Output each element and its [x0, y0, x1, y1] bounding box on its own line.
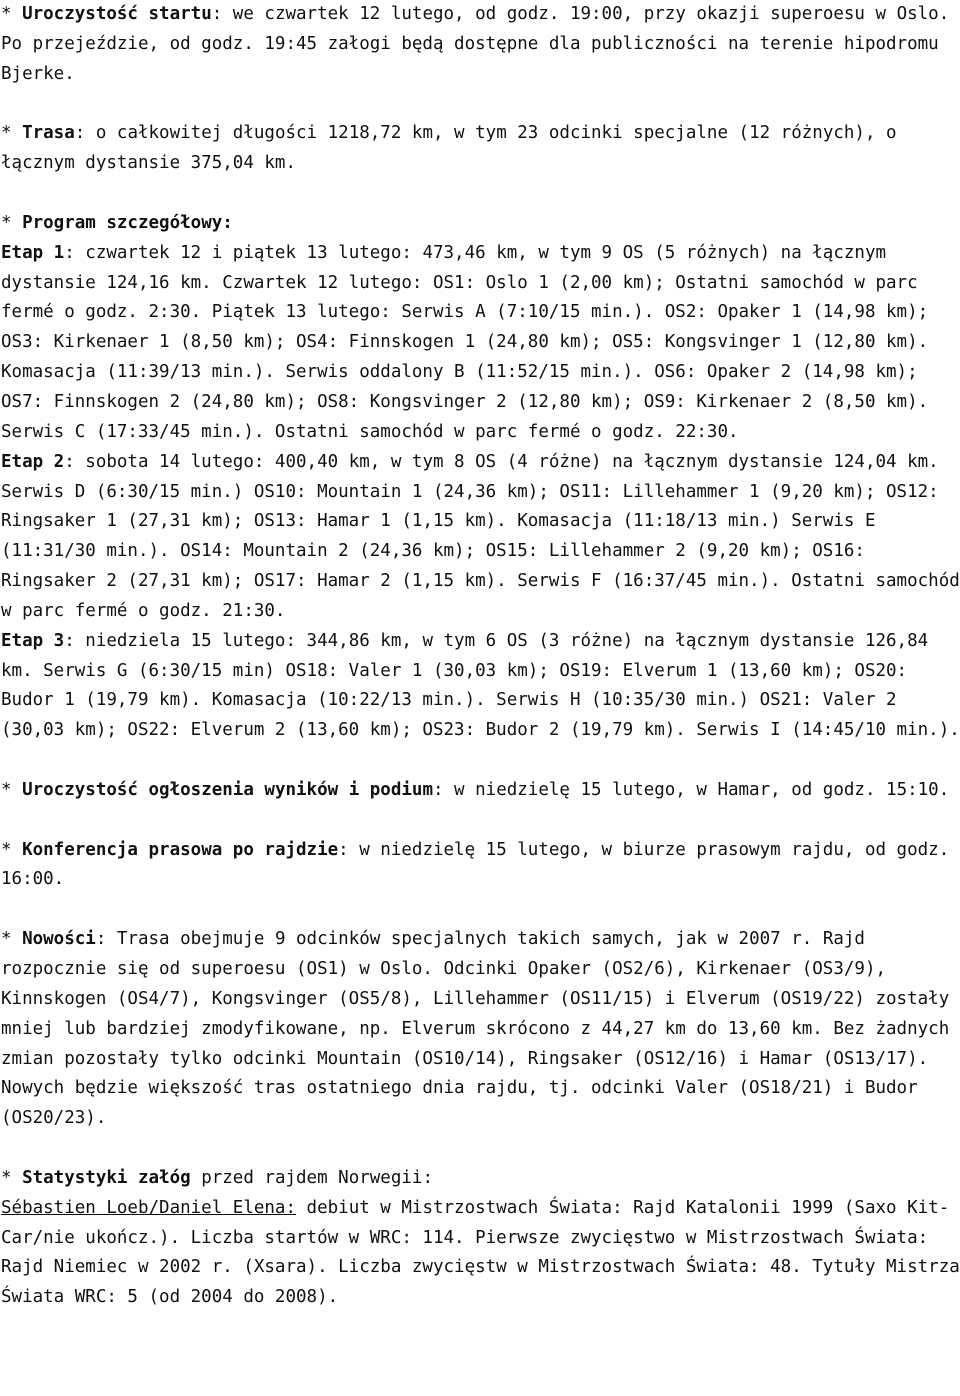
stage-3-paragraph: [1, 627, 960, 746]
bullet-star: *: [1, 839, 23, 860]
news-label: Nowości: [22, 929, 96, 950]
news-paragraph: [1, 925, 960, 1134]
start-ceremony-label: Uroczystość startu: [22, 4, 212, 24]
stage-1-label: Etap 1: [1, 242, 65, 263]
podium-label: Uroczystość ogłoszenia wyników i podium: [22, 779, 433, 800]
podium-paragraph: [1, 776, 960, 806]
crew-paragraph: [1, 1194, 960, 1313]
bullet-star: *: [1, 212, 23, 233]
stage-2-label: Etap 2: [1, 451, 65, 472]
press-conference-label: Konferencja prasowa po rajdzie: [22, 839, 339, 860]
stage-3-label: Etap 3: [1, 630, 65, 651]
start-ceremony-text: : we czwartek 12 lutego, od godz. 19:00, przy okazji superoesu w Oslo. Po przejeździe, od godz. 19:45 załogi będą dostępne dla publiczności na terenie hipodromu Bjerke.: [1, 4, 950, 84]
crew-stats-text: przed rajdem Norwegii:: [190, 1167, 433, 1188]
crew-stats-label: Statystyki załóg: [22, 1167, 191, 1188]
bullet-star: *: [1, 4, 23, 24]
route-label: Trasa: [22, 123, 75, 144]
press-conference-paragraph: [1, 836, 960, 896]
bullet-star: *: [1, 123, 23, 144]
stage-3-text: : niedziela 15 lutego: 344,86 km, w tym 6 OS (3 różne) na łącznym dystansie 126,84 km. Serwis G (6:30/15 min) OS18: Valer 1 (30,03 km); OS19: Elverum 1 (13,60 km); OS20: Budor 1 (19,79 km). Komasacja (10:22/13 min.). Serwis H (10:35/30 min.) OS21: Valer 2 (30,03 km); OS22: Elverum 2 (13,60 km); OS23: Budor 2 (19,79 km). Serwis I (14:45/10 min.).: [1, 630, 960, 741]
route-text: : o całkowitej długości 1218,72 km, w tym 23 odcinki specjalne (12 różnych), o łącznym dystansie 375,04 km.: [1, 123, 897, 174]
stage-2-text: : sobota 14 lutego: 400,40 km, w tym 8 OS (4 różne) na łącznym dystansie 124,04 km. Serwis D (6:30/15 min.) OS10: Mountain 1 (24,36 km); OS11: Lillehammer 1 (9,20 km); OS12: Ringsaker 1 (27,31 km); OS13: Hamar 1 (1,15 km). Komasacja (11:18/13 min.) Serwis E (11:31/30 min.). OS14: Mountain 2 (24,36 km); OS15: Lillehammer 2 (9,20 km); OS16: Ringsaker 2 (27,31 km); OS17: Hamar 2 (1,15 km). Serwis F (16:37/45 min.). Ostatni samochód w parc fermé o godz. 21:30.: [1, 451, 960, 621]
route-paragraph: [1, 119, 960, 179]
podium-text: : w niedzielę 15 lutego, w Hamar, od godz. 15:10.: [432, 779, 950, 800]
stage-1-text: : czwartek 12 i piątek 13 lutego: 473,46 km, w tym 9 OS (5 różnych) na łącznym dystansie 124,16 km. Czwartek 12 lutego: OS1: Oslo 1 (2,00 km); Ostatni samochód w parc fermé o godz. 2:30. Piątek 13 lutego: Serwis A (7:10/15 min.). OS2: Opaker 1 (14,98 km); OS3: Kirkenaer 1 (8,50 km); OS4: Finnskogen 1 (24,80 km); OS5: Kongsvinger 1 (12,80 km). Komasacja (11:39/13 min.). Serwis oddalony B (11:52/15 min.). OS6: Opaker 2 (14,98 km); OS7: Finnskogen 2 (24,80 km); OS8: Kongsvinger 2 (12,80 km); OS9: Kirkenaer 2 (8,50 km). Serwis C (17:33/45 min.). Ostatni samochód w parc fermé o godz. 22:30.: [1, 242, 929, 442]
bullet-star: *: [1, 779, 23, 800]
crew-stats-heading: [1, 1164, 960, 1194]
program-heading: [1, 209, 960, 239]
stage-1-paragraph: [1, 239, 960, 448]
program-label: Program szczegółowy:: [22, 212, 233, 233]
stage-2-paragraph: [1, 448, 960, 627]
bullet-star: *: [1, 1167, 23, 1188]
news-text: : Trasa obejmuje 9 odcinków specjalnych takich samych, jak w 2007 r. Rajd rozpocznie się od superoesu (OS1) w Oslo. Odcinki Opaker (OS2/6), Kirkenaer (OS3/9), Kinnskogen (OS4/7), Kongsvinger (OS5/8), Lillehammer (OS11/15) i Elverum (OS19/22) zostały mniej lub bardziej zmodyfikowane, np. Elverum skrócono z 44,27 km do 13,60 km. Bez żadnych zmian pozostały tylko odcinki Mountain (OS10/14), Ringsaker (OS12/16) i Hamar (OS13/17). Nowych będzie większość tras ostatniego dnia rajdu, tj. odcinki Valer (OS18/21) i Budor (OS20/23).: [1, 929, 950, 1129]
crew-name: Sébastien Loeb/Daniel Elena:: [1, 1197, 297, 1218]
bullet-star: *: [1, 929, 23, 950]
crew-text: debiut w Mistrzostwach Świata: Rajd Katalonii 1999 (Saxo Kit-Car/nie ukończ.). Liczba startów w WRC: 114. Pierwsze zwycięstwo w Mistrzostwach Świata: Rajd Niemiec w 2002 r. (Xsara). Liczba zwycięstw w Mistrzostwach Świata: 48. Tytuły Mistrza Świata WRC: 5 (od 2004 do 2008).: [1, 1197, 960, 1308]
start-ceremony-paragraph: [1, 0, 960, 90]
press-conference-text: : w niedzielę 15 lutego, w biurze prasowym rajdu, od godz. 16:00.: [1, 839, 950, 890]
